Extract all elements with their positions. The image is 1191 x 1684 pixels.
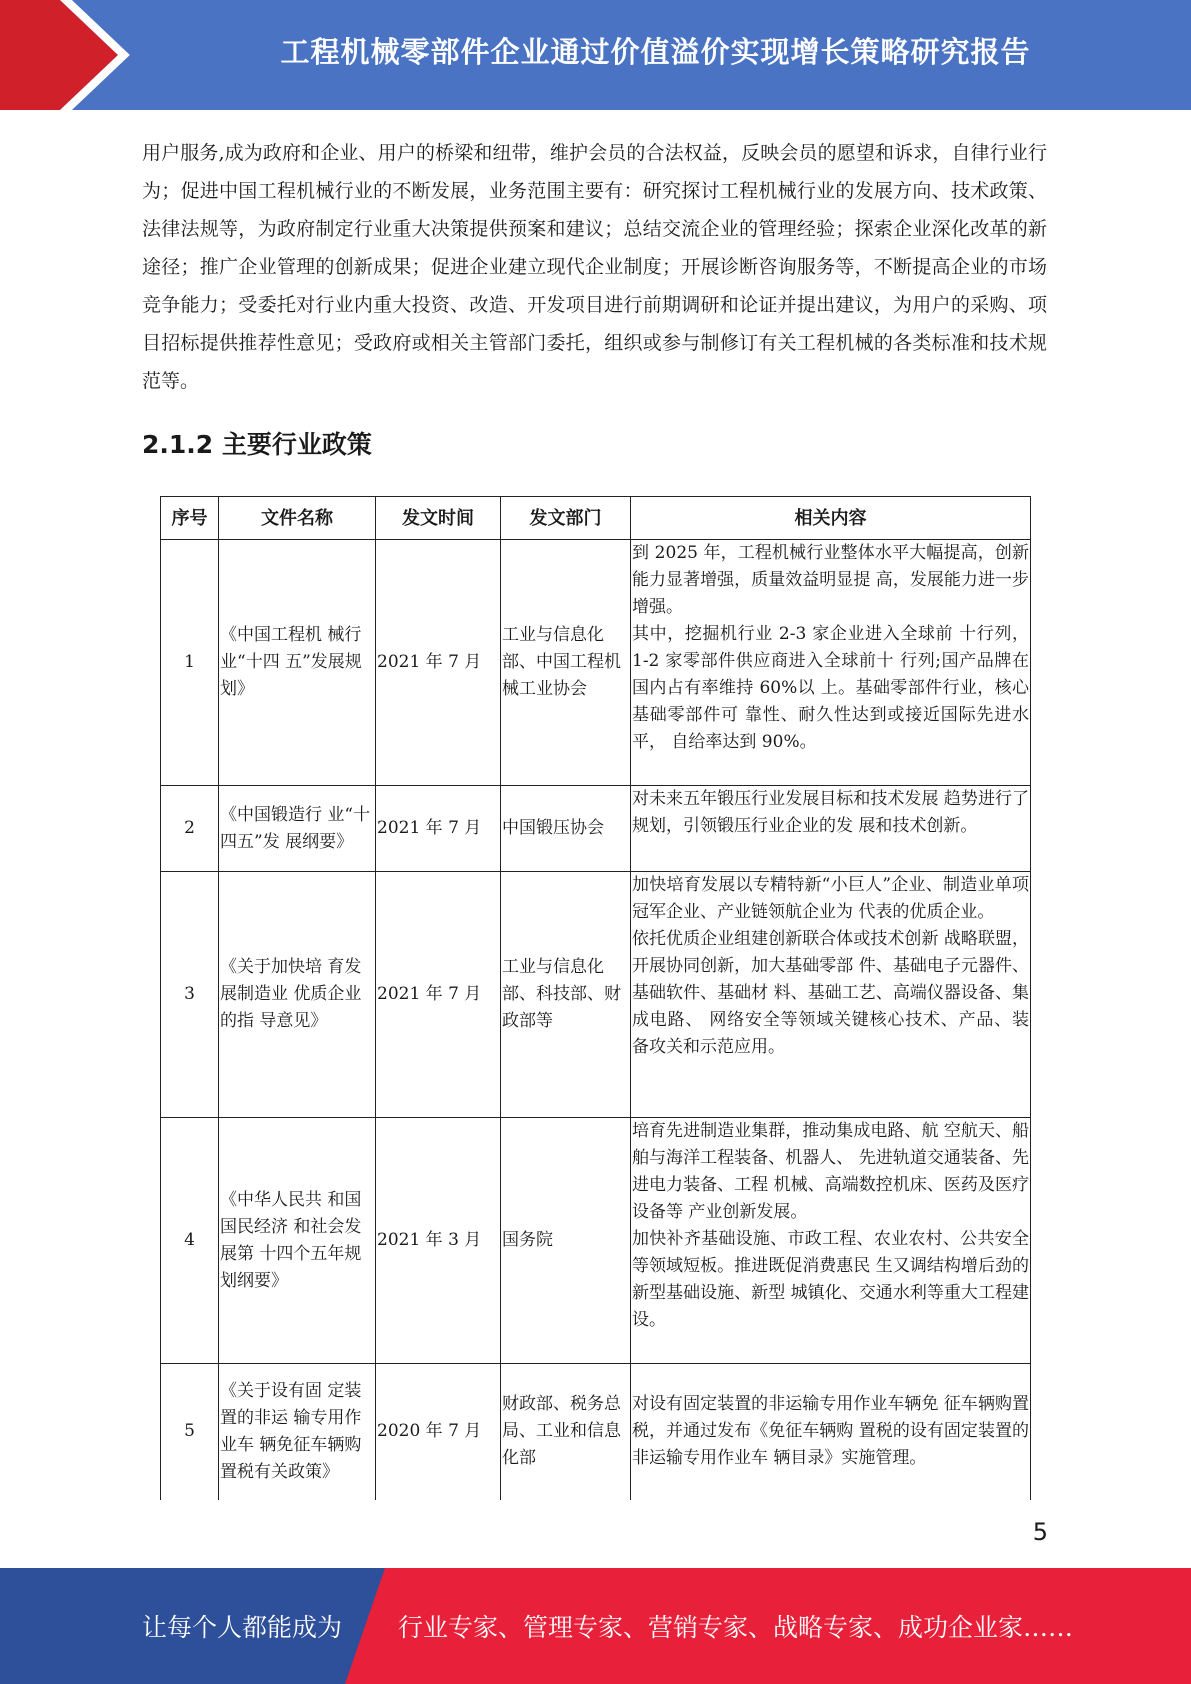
content-paragraph: 对设有固定装置的非运输专用作业车辆免 征车辆购置税，并通过发布《免征车辆购 置税的设有固定装置的非运输专用作业车 辆目录》实施管理。 xyxy=(632,1394,1029,1469)
cell-date: 2021 年 3 月 xyxy=(376,1118,501,1364)
content-paragraph: 加快培育发展以专精特新“小巨人”企业、制造业单项冠军企业、产业链领航企业为 代表的优质企业。 xyxy=(632,875,1029,922)
footer-slogan-right: 行业专家、管理专家、营销专家、战略专家、成功企业家…… xyxy=(398,1613,1074,1642)
table-row xyxy=(161,1118,1031,1364)
table-row xyxy=(161,540,1031,786)
cell-dept: 工业与信息化部、中国工程机械工业协会 xyxy=(501,540,631,786)
content-paragraph: 培育先进制造业集群，推动集成电路、航 空航天、船舶与海洋工程装备、机器人、 先进轨道交通装备、先进电力装备、工程 机械、高端数控机床、医药及医疗设备等 产业创新发展。 xyxy=(632,1121,1029,1222)
content-paragraph: 对未来五年锻压行业发展目标和技术发展 趋势进行了规划，引领锻压行业企业的发 展和技术创新。 xyxy=(632,789,1029,836)
cell-num: 5 xyxy=(161,1364,219,1500)
cell-dept: 中国锻压协会 xyxy=(501,786,631,872)
cell-name: 《中华人民共 和国国民经济 和社会发展第 十四个五年规 划纲要》 xyxy=(219,1118,376,1364)
header-num: 序号 xyxy=(161,497,219,540)
content-paragraph: 依托优质企业组建创新联合体或技术创新 战略联盟，开展协同创新，加大基础零部 件、基础电子元器件、基础软件、基础材 料、基础工艺、高端仪器设备、集成电路、 网络安全等领域关键核心技术、产品、装 备攻关和示范应用。 xyxy=(632,929,1029,1057)
red-arrow-decoration xyxy=(0,0,160,110)
cell-content xyxy=(631,786,1031,872)
content-paragraph: 其中，挖掘机行业 2-3 家企业进入全球前 十行列，1-2 家零部件供应商进入全球前十 行列;国产品牌在国内占有率维持 60%以 上。基础零部件行业，核心基础零部件可 靠性、耐久性达到或接近国际先进水平， 自给率达到 90%。 xyxy=(632,624,1029,752)
page-header-band xyxy=(0,0,1191,110)
cell-date: 2020 年 7 月 xyxy=(376,1364,501,1500)
cell-num: 4 xyxy=(161,1118,219,1364)
report-title: 工程机械零部件企业通过价值溢价实现增长策略研究报告 xyxy=(280,34,1031,69)
cell-content xyxy=(631,1364,1031,1500)
cell-content xyxy=(631,872,1031,1118)
footer-slogan-left: 让每个人都能成为 xyxy=(142,1613,343,1642)
cell-name: 《关于加快培 育发展制造业 优质企业的指 导意见》 xyxy=(219,872,376,1118)
cell-content xyxy=(631,540,1031,786)
cell-content xyxy=(631,1118,1031,1364)
cell-date: 2021 年 7 月 xyxy=(376,786,501,872)
cell-name: 《中国工程机 械行业“十四 五”发展规划》 xyxy=(219,540,376,786)
content-paragraph: 到 2025 年，工程机械行业整体水平大幅提高，创新能力显著增强，质量效益明显提 高，发展能力进一步增强。 xyxy=(632,543,1029,617)
page-number: 5 xyxy=(1032,1518,1048,1546)
header-content: 相关内容 xyxy=(631,497,1031,540)
header-date: 发文时间 xyxy=(376,497,501,540)
page-footer-band xyxy=(0,1568,1191,1684)
cell-dept: 国务院 xyxy=(501,1118,631,1364)
cell-dept: 工业与信息化部、科技部、财政部等 xyxy=(501,872,631,1118)
table-row xyxy=(161,872,1031,1118)
section-heading: 2.1.2 主要行业政策 xyxy=(142,430,372,459)
policy-table xyxy=(160,496,1031,1500)
table-row xyxy=(161,1364,1031,1500)
cell-num: 1 xyxy=(161,540,219,786)
cell-name: 《中国锻造行 业“十四五”发 展纲要》 xyxy=(219,786,376,872)
intro-paragraph: 用户服务,成为政府和企业、用户的桥梁和纽带，维护会员的合法权益，反映会员的愿望和诉求，自律行业行为；促进中国工程机械行业的不断发展，业务范围主要有：研究探讨工程机械行业的发展方向、技术政策、法律法规等，为政府制定行业重大决策提供预案和建议；总结交流企业的管理经验；探索企业深化改革的新途径；推广企业管理的创新成果；促进企业建立现代企业制度；开展诊断咨询服务等，不断提高企业的市场竞争能力；受委托对行业内重大投资、改造、开发项目进行前期调研和论证并提出建议，为用户的采购、项目招标提供推荐性意见；受政府或相关主管部门委托，组织或参与制修订有关工程机械的各类标准和技术规范等。 xyxy=(142,142,1047,392)
header-dept: 发文部门 xyxy=(501,497,631,540)
cell-name: 《关于设有固 定装置的非运 输专用作业车 辆免征车辆购 置税有关政策》 xyxy=(219,1364,376,1500)
cell-num: 3 xyxy=(161,872,219,1118)
table-header-row xyxy=(161,497,1031,540)
cell-date: 2021 年 7 月 xyxy=(376,872,501,1118)
cell-dept: 财政部、税务总局、工业和信息化部 xyxy=(501,1364,631,1500)
cell-date: 2021 年 7 月 xyxy=(376,540,501,786)
content-paragraph: 加快补齐基础设施、市政工程、农业农村、公共安全等领域短板。推进既促消费惠民 生又调结构增后劲的新型基础设施、新型 城镇化、交通水利等重大工程建设。 xyxy=(632,1229,1029,1330)
header-name: 文件名称 xyxy=(219,497,376,540)
table-row xyxy=(161,786,1031,872)
cell-num: 2 xyxy=(161,786,219,872)
